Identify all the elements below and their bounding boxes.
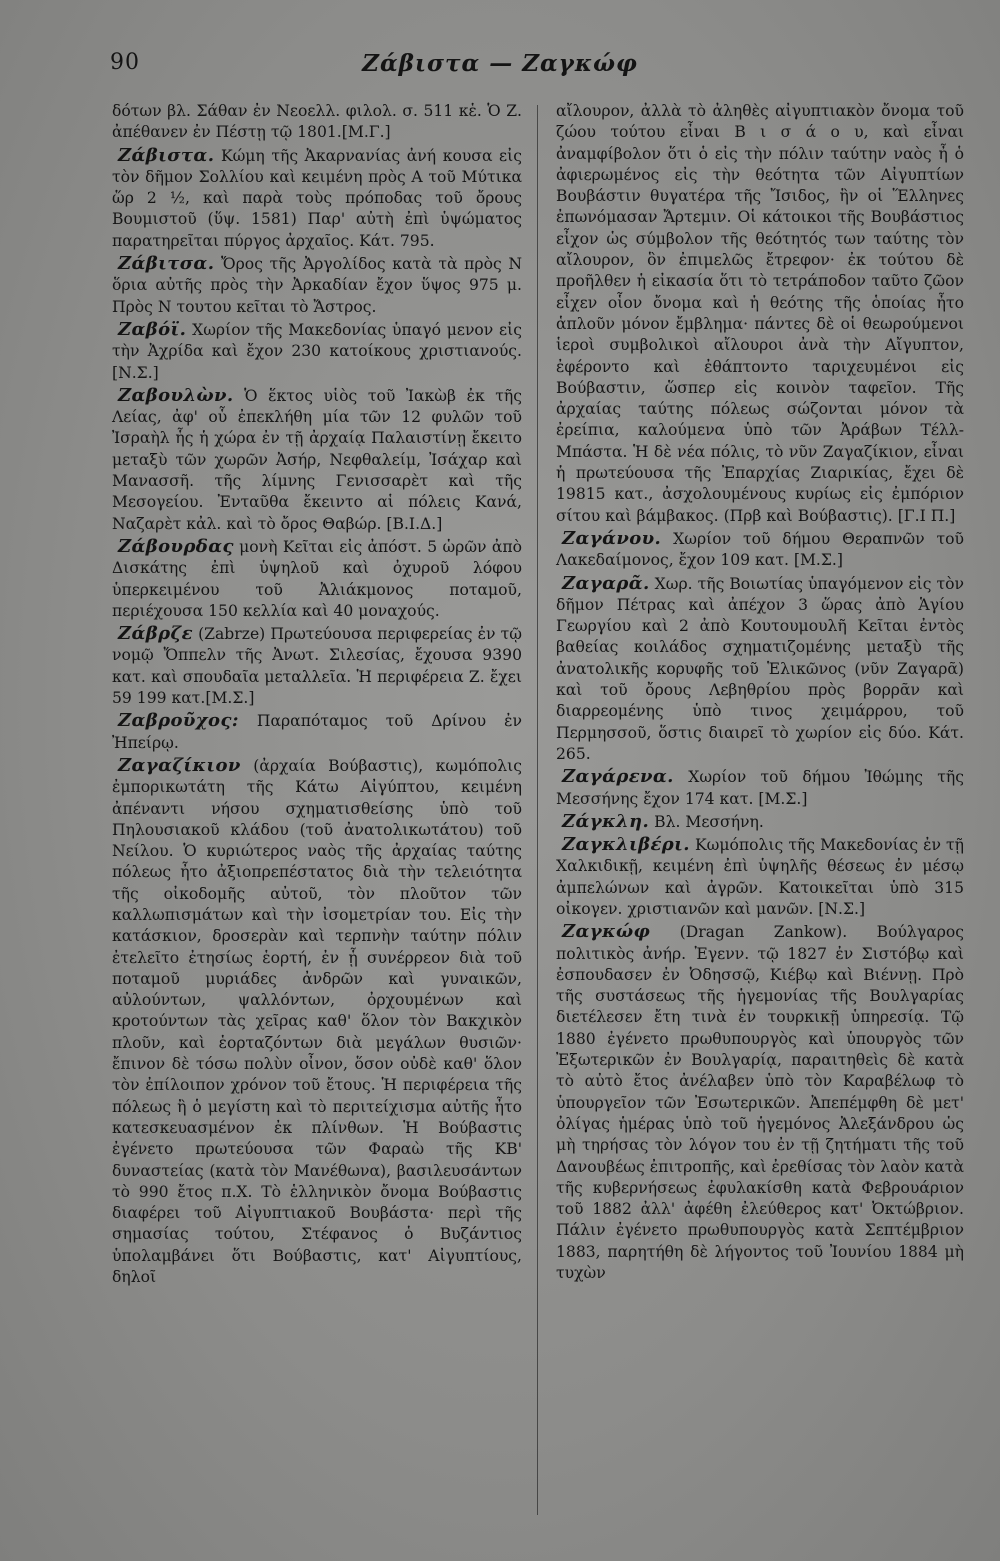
entry-text: Χωρ. τῆς Βοιωτίας ὑπαγόμενον εἰς τὸν δῆμον Πέτρας καὶ ἀπέχον 3 ὥρας ἀπὸ Ἁγίου Γεωργίου καὶ 2 ἀπὸ Κουτουμουλῆ Κεῖται ἐντὸς βαθείας κοιλάδος σχηματιζομένης μεταξὺ τῆς ἀνατολικῆς κορυφῆς τοῦ Ἑλικῶνος (νῦν Ζαγαρᾶ) καὶ τοῦ ὄρους Λεβηθρίου πρὸς βορρᾶν καὶ διαρρεομένης ὑπὸ τινος χειμάρρου, τοῦ Περμησσοῦ, ὅστις διαιρεῖ τὸ χωρίον εἰς δύο. Κάτ. 265. xyxy=(556,574,964,763)
entry-text: μονὴ Κεῖται εἰς ἀπόστ. 5 ὡρῶν ἀπὸ Δισκάτης ἐπὶ ὑψηλοῦ καὶ ὀχυροῦ λόφου ὑπερκειμένου τοῦ Ἀλιάκμονος ποταμοῦ, περιέχουσα 150 κελλία καὶ 40 μοναχούς. xyxy=(112,537,522,620)
entry-headword: Ζαβροῦχος: xyxy=(118,710,239,732)
entry xyxy=(112,385,522,535)
entry-text: δότων βλ. Σάθαν ἐν Νεοελλ. φιλολ. σ. 511 κἑ. Ὁ Ζ. ἀπέθανεν ἐν Πέστῃ τῷ 1801.[Μ.Γ.] xyxy=(112,102,522,142)
entry-text: Ὁ ἕκτος υἱὸς τοῦ Ἰακὼβ ἐκ τῆς Λείας, ἀφ' οὗ ἐπεκλήθη μία τῶν 12 φυλῶν τοῦ Ἰσραὴλ ἧς ἡ χώρα ἐν τῇ ἀρχαίᾳ Παλαιστίνῃ ἔκειτο μεταξὺ τῶν χωρῶν Ἀσήρ, Νεφθαλείμ, Ἰσάχαρ καὶ Μανασσῆ. τῆς λίμνης Γενισσαρὲτ καὶ τῆς Μεσογείου. Ἐνταῦθα ἔκειντο αἱ πόλεις Κανά, Ναζαρὲτ κἀλ. καὶ τὸ ὄρος Θαβώρ. [Β.Ι.Δ.] xyxy=(112,386,522,533)
entry-headword: Ζάγκλη. xyxy=(562,810,650,832)
entry xyxy=(556,573,964,766)
entry-text: Ὄρος τῆς Ἀργολίδος κατὰ τὰ πρὸς Ν ὅρια αὐτῆς πρὸς τὴν Ἀρκαδίαν ἔχον ὕψος 975 μ. Πρὸς Ν τουτου κεῖται τὸ Ἄστρος. xyxy=(112,255,522,316)
entry-headword: Ζάβιστα. xyxy=(118,144,215,166)
entry-headword: Ζάβιτσα. xyxy=(118,253,215,275)
entry-headword: Ζαγκλιβέρι. xyxy=(562,834,690,856)
page-number: 90 xyxy=(110,50,140,75)
entry xyxy=(112,145,522,252)
entry-text: Κωμόπολις τῆς Μακεδονίας ἐν τῇ Χαλκιδικῇ, κειμένη ἐπὶ ὑψηλῆς θέσεως ἐν μέσῳ ἀμπελώνων καὶ ἀγρῶν. Κατοικεῖται ὑπὸ 315 οἰκογεν. χριστιανῶν καὶ μανῶν. [Ν.Σ.] xyxy=(556,836,964,918)
entry-headword: Ζαγάρενα. xyxy=(562,766,674,788)
entry-headword: Ζαγαζίκιον xyxy=(118,754,241,776)
entry xyxy=(556,766,964,810)
entry xyxy=(112,319,522,384)
entry xyxy=(112,623,522,709)
entry xyxy=(112,100,522,144)
entry-headword: Ζαγκώφ xyxy=(562,921,651,943)
column-divider xyxy=(537,105,538,1515)
entry xyxy=(556,528,964,572)
entry-headword: Ζαγάνου. xyxy=(562,527,662,549)
entry-text: Χωρίον τοῦ δήμου Ἰθώμης τῆς Μεσσήνης ἔχον 174 κατ. [Μ.Σ.] xyxy=(556,768,964,808)
right-column xyxy=(556,100,964,1285)
entry-headword: Ζαβουλὼν. xyxy=(118,384,234,406)
entry xyxy=(112,253,522,318)
entry-text: Παραπόταμος τοῦ Δρίνου ἐν Ἠπείρῳ. xyxy=(112,712,522,752)
entry xyxy=(112,755,522,1288)
entry xyxy=(556,834,964,920)
entry xyxy=(112,710,522,754)
entry xyxy=(556,100,964,527)
entry-headword: Ζαβόϊ. xyxy=(118,318,187,340)
entry xyxy=(556,811,964,833)
entry xyxy=(112,536,522,622)
entry-text: Χωρίον τῆς Μακεδονίας ὑπαγό μενον εἰς τὴν Ἀχρίδα καὶ ἔχον 230 κατοίκους χριστιανούς. [Ν.Σ.] xyxy=(112,320,522,382)
left-column xyxy=(112,100,522,1289)
entry-headword: Ζάβουρδας xyxy=(118,535,234,557)
entry-text: Κώμη τῆς Ἀκαρνανίας ἀνή κουσα εἰς τὸν δῆμον Σολλίου καὶ κειμένη πρὸς Α τοῦ Μύτικα ὥρ 2 ½, καὶ παρὰ τοὺς πρόποδας τοῦ ὄρους Βουμιστοῦ (ὕψ. 1581) Παρ' αὐτὴ ἐπὶ ὑψώματος παρατηρεῖται πύργος ἀρχαῖος. Κάτ. 795. xyxy=(112,146,522,250)
entry-text: Βλ. Μεσσήνη. xyxy=(654,812,764,831)
entry-text: Χωρίον τοῦ δήμου Θεραπνῶν τοῦ Λακεδαίμονος, ἔχον 109 κατ. [Μ.Σ.] xyxy=(556,529,964,570)
entry xyxy=(556,921,964,1284)
entry-headword: Ζάβρζε xyxy=(118,623,193,645)
running-head: Ζάβιστα — Ζαγκώφ xyxy=(362,50,638,77)
entry-text: (Zabrze) Πρωτεύουσα περιφερείας ἐν τῷ νομῷ Ὄππελν τῆς Ἀνωτ. Σιλεσίας, ἔχουσα 9390 κατ. καὶ σπουδαῖα μεταλλεῖα. Ἡ περιφέρεια Ζ. ἔχει 59 199 κατ.[Μ.Σ.] xyxy=(112,625,522,708)
entry-text: (Dragan Zankow). Βούλγαρος πολιτικὸς ἀνήρ. Ἐγενν. τῷ 1827 ἐν Σιστόβῳ καὶ ἐσπουδασεν ἐν Ὀδησσῷ, Κιέβῳ καὶ Βιέννῃ. Πρὸ τῆς συστάσεως τῆς ἡγεμονίας τῆς Βουλγαρίας διετέλεσεν ἔτη τινὰ ἐν τουρκικῇ ὑπηρεσίᾳ. Τῷ 1880 ἐγένετο πρωθυπουργὸς καὶ ὑπουργὸς τῶν Ἐξωτερικῶν ἐν Βουλγαρίᾳ, παραιτηθεὶς δὲ κατὰ τὸ αὐτὸ ἔτος ἀνέλαβεν ὑπὸ τὸν Καραβέλωφ τὸ ὑπουργεῖον τῶν Ἐσωτερικῶν. Ἀπεπέμφθη δὲ μετ' ὀλίγας ἡμέρας ὑπὸ τοῦ ἡγεμόνος Ἀλεξάνδρου ὡς μὴ τηρήσας τὸν λόγον του ἐν τῇ ζητήματι τῆς τοῦ Δανουβέως ἐπιτροπῆς, καὶ ἐρεθίσας τὸν λαὸν κατὰ τῆς κυβερνήσεως ἐφυλακίσθη κατὰ Φεβρουάριον τοῦ 1882 ἀλλ' ἀφέθη ἐλεύθερος κατ' Ὀκτώβριον. Πάλιν ἐγένετο πρωθυπουργὸς κατὰ Σεπτέμβριον 1883, παρητήθη δὲ λήγοντος τοῦ Ἰουνίου 1884 μὴ τυχὼν xyxy=(556,923,964,1283)
entry-text: αἴλουρον, ἀλλὰ τὸ ἀληθὲς αἰγυπτιακὸν ὄνομα τοῦ ζώου τούτου εἶναι Β ι σ ά ο υ, καὶ εἶναι ἀναμφίβολον ὅτι ὁ εἰς τὴν πόλιν ταύτην ναὸς ἦ ὁ ἀφιερωμένος εἰς τὴν θεότητα τῶν Αἰγυπτίων Βουβάστιν θυγατέρα τῆς Ἴσιδος, ἣν οἱ Ἕλληνες ἐπωνόμασαν Ἄρτεμιν. Οἱ κάτοικοι τῆς Βουβάστιος εἶχον ὡς σύμβολον τῆς θεότητός των ταύτης τὸν αἴλουρον, ὃν ἐπιμελῶς ἔτρεφον· ἐκ τούτου δὲ προῆλθεν ἡ εἰκασία ὅτι τὸ τετράποδον ταῦτο ζῶον εἶχεν οἷον ὄνομα καὶ ἡ θεότης τῆς ὁποίας ἦτο ἁπλοῦν μόνον ἔμβλημα· πάντες δὲ οἱ θεωρούμενοι ἱεροὶ συμβολικοὶ αἴλουροι ἀνὰ τὴν Αἴγυπτον, ἐφέροντο καὶ ἐθάπτοντο ταριχευμένοι εἰς Βούβαστιν, ὥσπερ εἰς κοινὸν ταφεῖον. Τῆς ἀρχαίας ταύτης πόλεως σώζονται μόνον τὰ ἐρείπια, καλούμενα ὑπὸ τῶν Ἀράβων Τέλλ-Μπάστα. Ἡ δὲ νέα πόλις, τὸ νῦν Ζαγαζίκιον, εἶναι ἡ πρωτεύουσα τῆς Ἐπαρχίας Ζιαρικίας, ἔχει δὲ 19815 κατ., ἀσχολουμένους κυρίως εἰς ἐμπόριον σίτου καὶ βάμβακος. (Πρβ καὶ Βούβαστις). [Γ.Ι Π.] xyxy=(556,102,964,525)
entry-headword: Ζαγαρᾶ. xyxy=(562,572,650,594)
entry-text: (ἀρχαία Βούβαστις), κωμόπολις ἐμπορικωτάτη τῆς Κάτω Αἰγύπτου, κειμένη ἀπέναντι νήσου σχηματισθείσης ὑπὸ τοῦ Πηλουσιακοῦ κλάδου (τοῦ ἀνατολικωτάτου) τοῦ Νείλου. Ὁ κυριώτερος ναὸς τῆς ἀρχαίας ταύτης πόλεως ἦτο ἀξιοπρεπέστατος διὰ τὴν τελειότητα τῆς οἰκοδομῆς αὐτοῦ, τὸν πλοῦτον τῶν καλλωπισμάτων καὶ τὴν ἰσομετρίαν του. Εἰς τὴν κατάσκιον, δροσερὰν καὶ τερπνὴν ταύτην πόλιν ἐτελεῖτο ἐτησίως ἑορτή, ἐν ᾗ συνέρρεον διὰ τοῦ ποταμοῦ μυριάδες ἀνδρῶν καὶ γυναικῶν, αὐλούντων, ψαλλόντων, ὀρχουμένων καὶ κροτούντων τὰς χεῖρας καθ' ὅλον τὸν Βακχικὸν πλοῦν, καὶ ἑορταζόντων διὰ μεγάλων θυσιῶν· ἔπινον δὲ τόσω πολὺν οἶνον, ὅσον οὐδὲ καθ' ὅλον τὸν ἐπίλοιπον χρόνον τοῦ ἔτους. Ἡ περιφέρεια τῆς πόλεως ἢ ὁ μεγίστη καὶ τὸ περιτείχισμα αὐτῆς ἦτο κατεσκευασμένον ἐκ πλίνθων. Ἡ Βούβαστις ἐγένετο πρωτεύουσα τῶν Φαραὼ τῆς ΚΒ' δυναστείας (κατὰ τὸν Μανέθωνα), βασιλευσάντων τὸ 990 ἔτος π.Χ. Τὸ ἑλληνικὸν ὄνομα Βούβαστις διαφέρει τοῦ Αἰγυπτιακοῦ Βουβάστα· περὶ τῆς σημασίας τούτου, Στέφανος ὁ Βυζάντιος ὑπολαμβάνει ὅτι Βούβαστις, κατ' Αἰγυπτίους, δηλοῖ xyxy=(112,756,522,1287)
